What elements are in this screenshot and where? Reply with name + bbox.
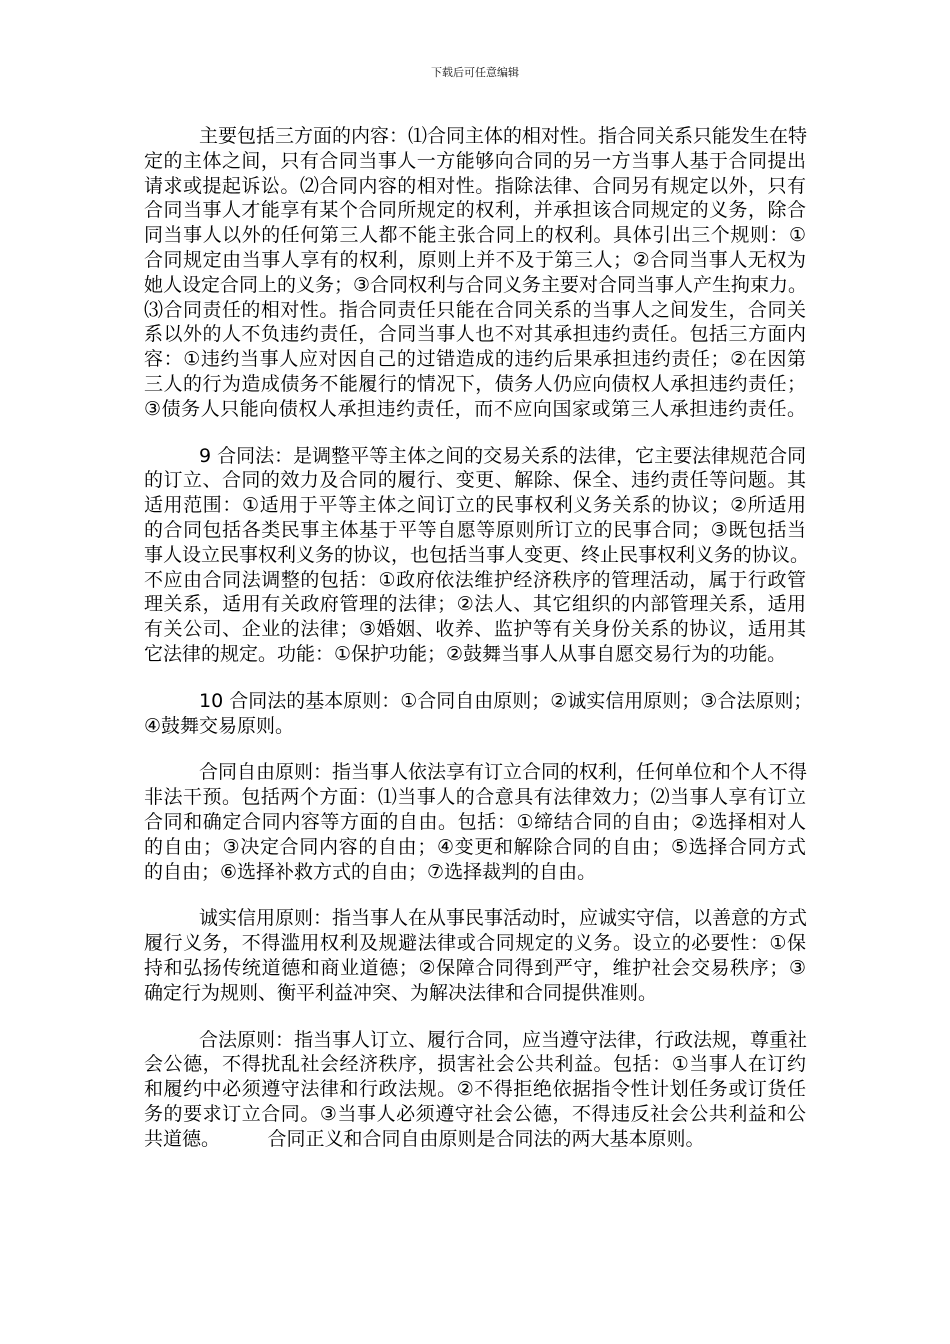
text-line: 她人设定合同上的义务；③合同权利与合同义务主要对合同当事人产生拘束力。 <box>144 273 808 296</box>
text-line: 9 合同法：是调整平等主体之间的交易关系的法律，它主要法律规范合同 <box>199 444 807 467</box>
text-line: 同当事人以外的任何第三人都不能主张合同上的权利。具体引出三个规则：① <box>144 224 806 247</box>
paragraph-contract-law <box>144 444 810 667</box>
text-line: 会公德，不得扰乱社会经济秩序，损害社会公共利益。包括：①当事人在订约 <box>144 1053 806 1076</box>
text-line: 容：①违约当事人应对因自己的过错造成的违约后果承担违约责任；②在因第 <box>144 348 806 371</box>
text-line: 请求或提起诉讼。⑵合同内容的相对性。指除法律、合同另有规定以外，只有 <box>144 174 806 197</box>
text-line: 的订立、合同的效力及合同的履行、变更、解除、保全、违约责任等问题。其 <box>144 469 806 492</box>
paragraph-relativity <box>144 124 806 422</box>
text-line: 主要包括三方面的内容：⑴合同主体的相对性。指合同关系只能发生在特 <box>199 125 808 147</box>
text-line: 有关公司、企业的法律；③婚姻、收养、监护等有关身份关系的协议，适用其 <box>144 618 806 641</box>
text-line: 合同和确定合同内容等方面的自由。包括：①缔结合同的自由；②选择相对人 <box>144 810 806 833</box>
text-line: 非法干预。包括两个方面：⑴当事人的合意具有法律效力；⑵当事人享有订立 <box>144 786 806 809</box>
paragraph-basic-principles <box>144 689 813 739</box>
text-line: 10 合同法的基本原则：①合同自由原则；②诚实信用原则；③合法原则； <box>199 689 813 712</box>
text-line: 的自由；⑥选择补救方式的自由；⑦选择裁判的自由。 <box>144 860 597 883</box>
text-line: ③债务人只能向债权人承担违约责任，而不应向国家或第三人承担违约责任。 <box>144 397 806 420</box>
text-line: 它法律的规定。功能：①保护功能；②鼓舞当事人从事自愿交易行为的功能。 <box>144 642 787 665</box>
text-line: 事人设立民事权利义务的协议，也包括当事人变更、终止民事权利义务的协议。 <box>144 543 810 566</box>
paragraph-freedom-of-contract <box>144 760 806 884</box>
text-line: ④鼓舞交易原则。 <box>144 714 295 737</box>
page-header: 下载后可任意编辑 <box>431 66 519 79</box>
text-line: 共道德。 合同正义和合同自由原则是合同法的两大基本原则。 <box>144 1127 705 1150</box>
paragraph-legality <box>144 1028 806 1152</box>
paragraph-good-faith <box>144 906 806 1005</box>
text-line: 不应由合同法调整的包括：①政府依法维护经济秩序的管理活动，属于行政管 <box>144 568 806 591</box>
text-line: 合法原则：指当事人订立、履行合同，应当遵守法律，行政法规，尊重社 <box>199 1028 808 1051</box>
text-line: 合同规定由当事人享有的权利，原则上并不及于第三人；②合同当事人无权为 <box>144 248 806 271</box>
text-line: 持和弘扬传统道德和商业道德；②保障合同得到严守，维护社会交易秩序；③ <box>144 956 806 979</box>
text-line: 适用范围：①适用于平等主体之间订立的民事权利义务关系的协议；②所适用 <box>144 494 806 517</box>
text-line: 务的要求订立合同。③当事人必须遵守社会公德，不得违反社会公共利益和公 <box>144 1102 806 1125</box>
text-line: 诚实信用原则：指当事人在从事民事活动时，应诚实守信，以善意的方式 <box>199 907 808 930</box>
text-line: 确定行为规则、衡平利益冲突、为解决法律和合同提供准则。 <box>144 981 658 1004</box>
document-body <box>144 124 813 1173</box>
text-line: 合同当事人才能享有某个合同所规定的权利，并承担该合同规定的义务，除合 <box>144 199 806 222</box>
text-line: 的合同包括各类民事主体基于平等自愿等原则所订立的民事合同；③既包括当 <box>144 518 806 541</box>
text-line: 定的主体之间，只有合同当事人一方能够向合同的另一方当事人基于合同提出 <box>144 149 806 172</box>
text-line: 理关系，适用有关政府管理的法律；②法人、其它组织的内部管理关系，适用 <box>144 593 806 616</box>
text-line: ⑶合同责任的相对性。指合同责任只能在合同关系的当事人之间发生，合同关 <box>144 298 806 321</box>
text-line: 系以外的人不负违约责任，合同当事人也不对其承担违约责任。包括三方面内 <box>144 323 806 346</box>
text-line: 履行义务，不得滥用权利及规避法律或合同规定的义务。设立的必要性：①保 <box>144 932 806 955</box>
text-line: 三人的行为造成债务不能履行的情况下，债务人仍应向债权人承担违约责任； <box>144 372 806 395</box>
text-line: 合同自由原则：指当事人依法享有订立合同的权利，任何单位和个人不得 <box>199 761 808 784</box>
text-line: 的自由；③决定合同内容的自由；④变更和解除合同的自由；⑤选择合同方式 <box>144 835 806 858</box>
text-line: 和履约中必须遵守法律和行政法规。②不得拒绝依据指令性计划任务或订货任 <box>144 1078 806 1101</box>
